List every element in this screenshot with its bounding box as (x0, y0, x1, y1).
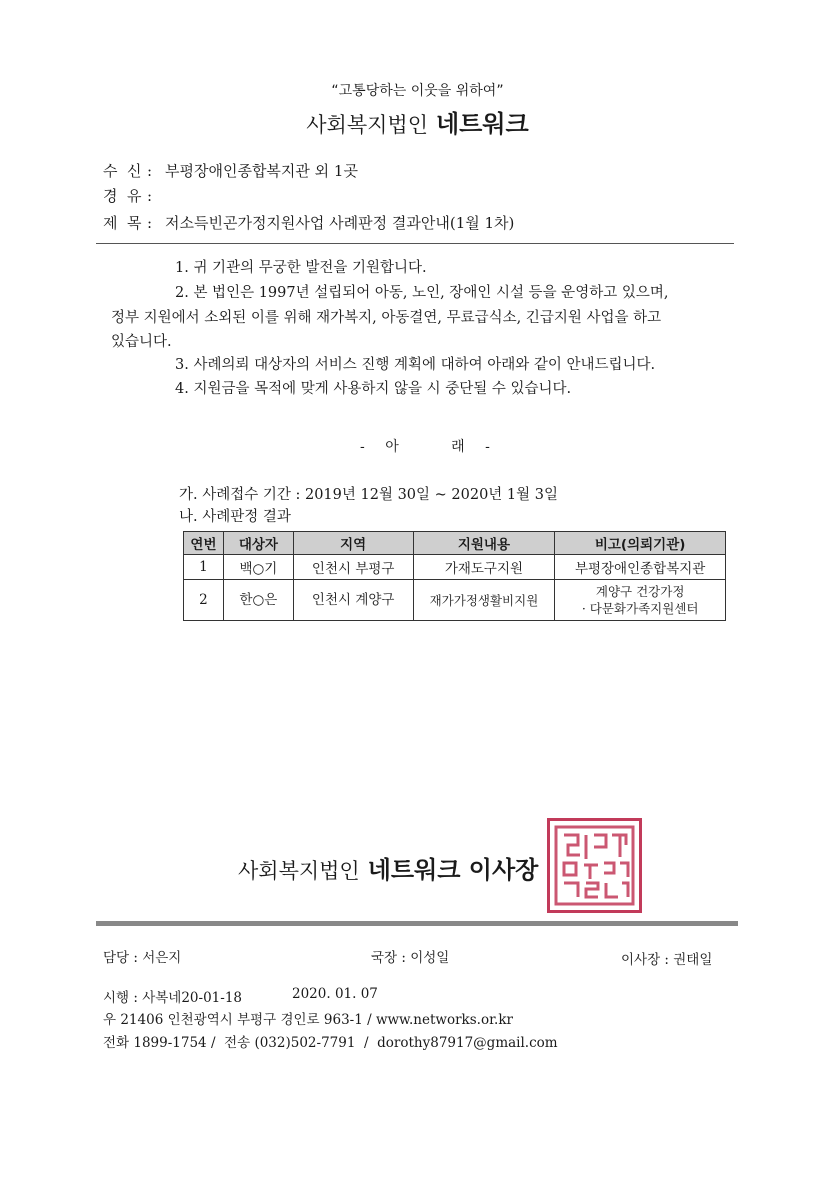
director: 국장 : 이성일 (371, 950, 450, 966)
col-header-no: 연번 (184, 532, 224, 555)
cell-note (555, 580, 726, 621)
subject-row: 제 목 : 저소득빈곤가정지원사업 사례판정 결과안내(1월 1차) (103, 214, 515, 232)
below-heading (360, 436, 493, 456)
chairman: 이사장 : 권태일 (621, 952, 713, 968)
paragraph-2-line-2: 정부 지원에서 소외된 이를 위해 재가복지, 아동결연, 무료급식소, 긴급지원 사업을 하고 (111, 310, 662, 326)
below-char-rae: 래 (451, 439, 468, 455)
staff-in-charge: 담당 : 서은지 (103, 950, 182, 966)
footer-divider (96, 921, 738, 926)
below-dash-left: - (360, 439, 368, 455)
subject-label: 제 목 (103, 214, 142, 232)
via-label: 경 유 (103, 187, 142, 205)
contact-line: 전화 1899-1754 / 전송 (032)502-7791 / dorothy87917@gmail.com (103, 1035, 558, 1051)
item-period: 가. 사례접수 기간 : 2019년 12월 30일 ~ 2020년 1월 3일 (179, 487, 558, 503)
signature-org-name: 네트워크 이사장 (367, 856, 539, 884)
recipient-value: 부평장애인종합복지관 외 1곳 (165, 162, 358, 180)
recipient-label: 수 신 (103, 162, 142, 180)
cell-support: 재가가정생활비지원 (413, 580, 555, 621)
signature-block (238, 850, 538, 885)
col-header-support: 지원내용 (413, 532, 555, 555)
recipient-row: 수 신 : 부평장애인종합복지관 외 1곳 (103, 162, 358, 180)
below-char-a: 아 (385, 439, 402, 455)
header-divider (96, 243, 734, 244)
cell-note-line-2: · 다문화가족지원센터 (581, 601, 699, 616)
cell-no: 2 (184, 580, 224, 621)
issue-date: 2020. 01. 07 (292, 986, 378, 1002)
cell-note-line-1: 계양구 건강가정 (595, 584, 685, 599)
cell-name: 백○기 (223, 555, 293, 580)
official-seal-stamp (547, 818, 642, 913)
item-result: 나. 사례판정 결과 (179, 509, 291, 525)
paragraph-2-line-1: 2. 본 법인은 1997년 설립되어 아동, 노인, 장애인 시설 등을 운영하고 있으며, (175, 285, 669, 301)
org-header (0, 104, 835, 139)
via-row: 경 유 : (103, 187, 153, 205)
col-header-note: 비고(의뢰기관) (555, 532, 726, 555)
paragraph-3: 3. 사례의뢰 대상자의 서비스 진행 계획에 대하여 아래와 같이 안내드립니다. (175, 357, 656, 373)
table-row (184, 580, 726, 621)
col-header-name: 대상자 (223, 532, 293, 555)
signature-org-prefix: 사회복지법인 (238, 859, 360, 883)
table-row (184, 555, 726, 580)
col-header-region: 지역 (293, 532, 413, 555)
result-table (183, 531, 726, 621)
cell-region: 인천시 부평구 (293, 555, 413, 580)
subject-value: 저소득빈곤가정지원사업 사례판정 결과안내(1월 1차) (165, 214, 515, 232)
paragraph-4: 4. 지원금을 목적에 맞게 사용하지 않을 시 중단될 수 있습니다. (175, 381, 572, 397)
cell-name: 한○은 (223, 580, 293, 621)
slogan: “고통당하는 이웃을 위하여” (331, 83, 504, 99)
below-dash-right: - (485, 439, 493, 455)
address-line: 우 21406 인천광역시 부평구 경인로 963-1 / www.networks.or.kr (103, 1012, 513, 1028)
seal-pattern-icon (550, 821, 639, 910)
paragraph-2-line-3: 있습니다. (111, 334, 172, 350)
paragraph-1: 1. 귀 기관의 무궁한 발전을 기원합니다. (175, 260, 427, 276)
cell-support: 가재도구지원 (413, 555, 555, 580)
org-name: 네트워크 (435, 110, 529, 138)
cell-no: 1 (184, 555, 224, 580)
cell-note-line-1: 부평장애인종합복지관 (574, 561, 706, 577)
org-prefix: 사회복지법인 (306, 113, 428, 137)
cell-region: 인천시 계양구 (293, 580, 413, 621)
document-number: 시행 : 사복네20-01-18 (103, 990, 242, 1006)
cell-note (555, 555, 726, 580)
table-header-row (184, 532, 726, 555)
